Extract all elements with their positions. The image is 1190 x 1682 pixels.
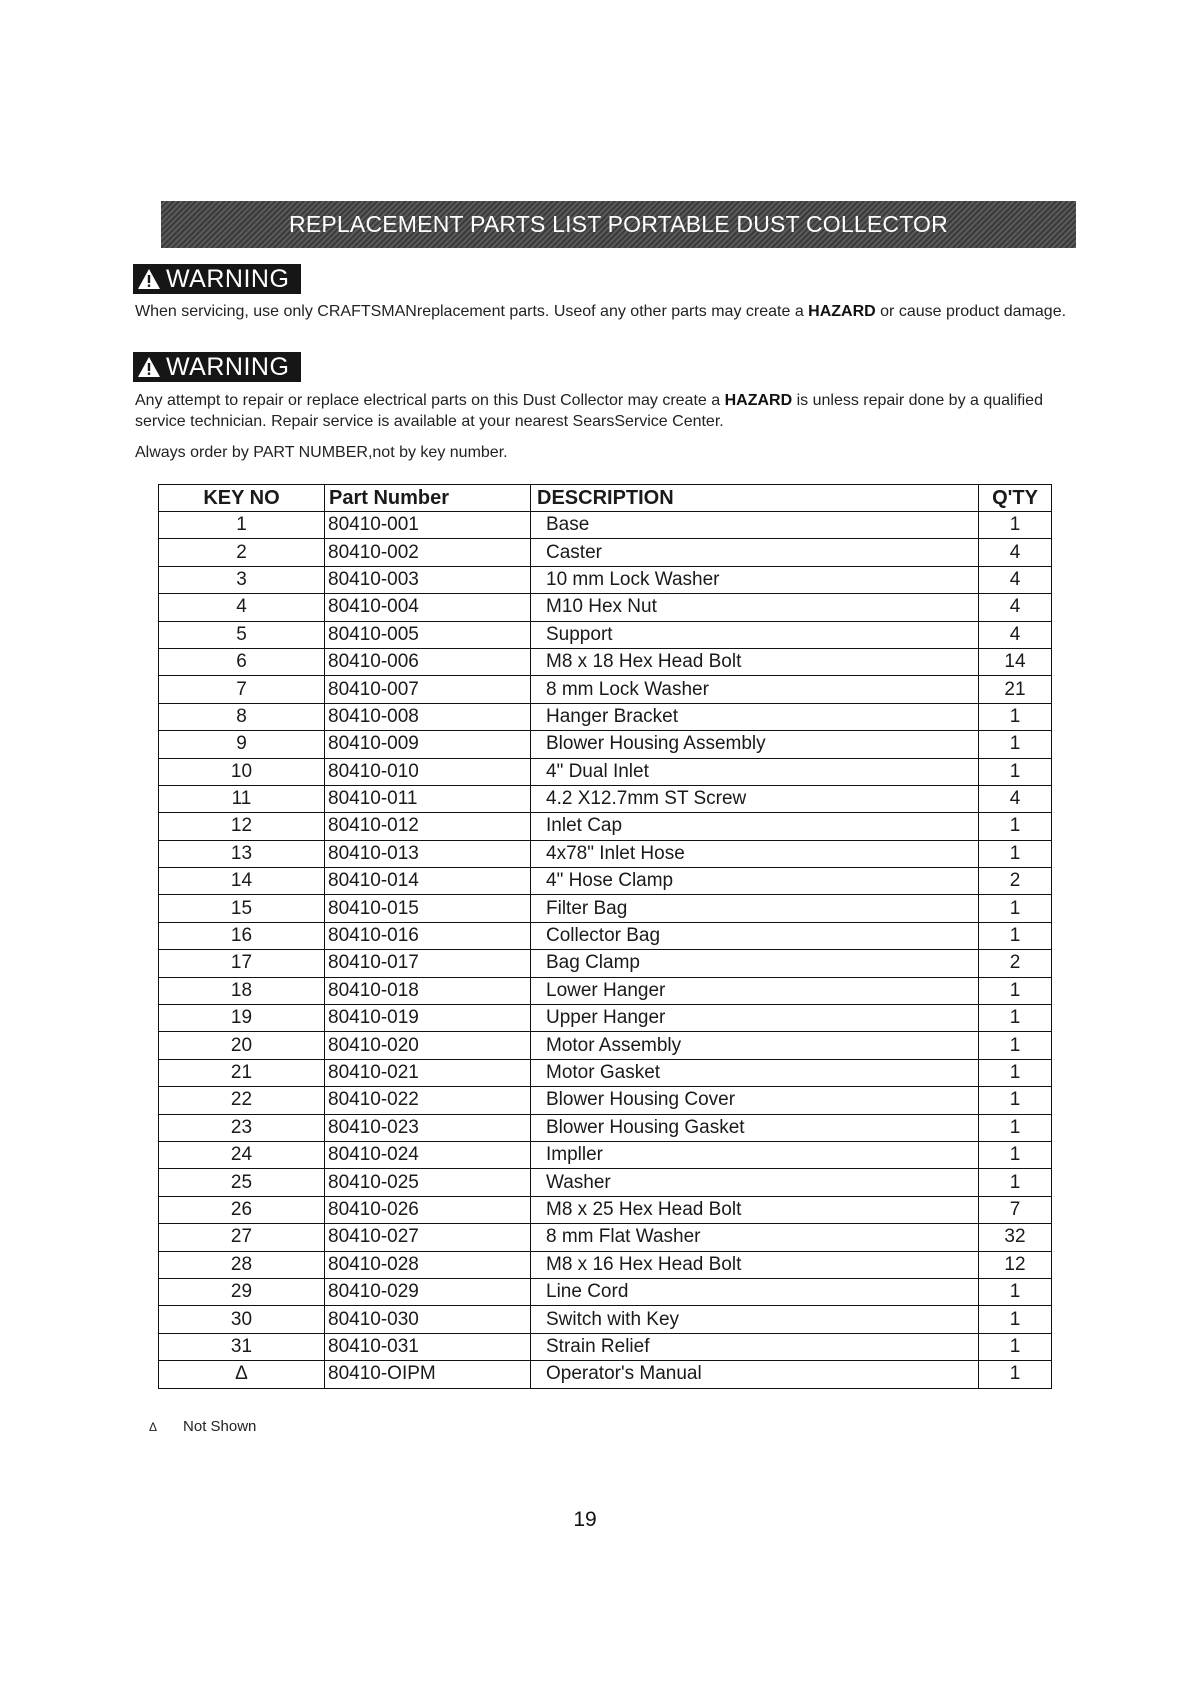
footnote-text: Not Shown [183,1418,257,1435]
qty-cell: 1 [979,1059,1052,1086]
key-no-cell: 23 [159,1114,325,1141]
key-no-cell: 15 [159,895,325,922]
description-cell: Blower Housing Cover [531,1087,979,1114]
table-row [159,840,1052,867]
order-note: Always order by PART NUMBER,not by key number. [135,444,508,461]
table-row [159,703,1052,730]
key-no-cell: 26 [159,1196,325,1223]
warning-badge-1 [133,264,301,294]
part-number-cell: 80410-020 [325,1032,531,1059]
table-row [159,1087,1052,1114]
key-no-cell: 11 [159,785,325,812]
part-number-cell: 80410-028 [325,1251,531,1278]
qty-cell: 1 [979,1114,1052,1141]
qty-cell: 2 [979,868,1052,895]
table-row [159,1141,1052,1168]
description-cell: Lower Hanger [531,977,979,1004]
key-no-cell: 13 [159,840,325,867]
part-number-cell: 80410-009 [325,731,531,758]
key-no-cell: 27 [159,1224,325,1251]
table-row [159,648,1052,675]
table-row [159,922,1052,949]
table-row [159,785,1052,812]
description-cell: Hanger Bracket [531,703,979,730]
description-cell: Bag Clamp [531,950,979,977]
key-no-cell: 22 [159,1087,325,1114]
section-banner [161,201,1076,248]
qty-cell: 1 [979,1087,1052,1114]
table-row [159,1169,1052,1196]
warning-text-1: When servicing, use only CRAFTSMANreplacement parts. Useof any other parts may create a HAZARD or cause product damage. [135,303,1067,320]
warning-text-2: Any attempt to repair or replace electrical parts on this Dust Collector may create a HAZARD is unless repair done by a qualified service technician. Repair service is available at your nearest SearsService Center. [135,392,1043,430]
header-qty: Q'TY [979,485,1052,512]
description-cell: Motor Assembly [531,1032,979,1059]
part-number-cell: 80410-005 [325,621,531,648]
qty-cell: 4 [979,539,1052,566]
table-row [159,1114,1052,1141]
key-no-cell: 8 [159,703,325,730]
description-cell: Support [531,621,979,648]
description-cell: 4x78" Inlet Hose [531,840,979,867]
table-row [159,895,1052,922]
table-row [159,1278,1052,1305]
table-header-row [159,485,1052,512]
table-row [159,1333,1052,1360]
part-number-cell: 80410-018 [325,977,531,1004]
key-no-cell: 1 [159,512,325,539]
qty-cell: 1 [979,1278,1052,1305]
part-number-cell: 80410-006 [325,648,531,675]
table-row [159,758,1052,785]
key-no-cell: 29 [159,1278,325,1305]
description-cell: Strain Relief [531,1333,979,1360]
part-number-cell: 80410-023 [325,1114,531,1141]
not-shown-symbol: Δ [149,1420,158,1434]
warning-triangle-icon [137,268,161,290]
part-number-cell: 80410-014 [325,868,531,895]
qty-cell: 2 [979,950,1052,977]
qty-cell: 1 [979,512,1052,539]
key-no-cell: 19 [159,1005,325,1032]
table-row [159,1032,1052,1059]
table-row [159,566,1052,593]
description-cell: Switch with Key [531,1306,979,1333]
part-number-cell: 80410-013 [325,840,531,867]
qty-cell: 21 [979,676,1052,703]
key-no-cell: 16 [159,922,325,949]
description-cell: Filter Bag [531,895,979,922]
part-number-cell: 80410-019 [325,1005,531,1032]
qty-cell: 4 [979,785,1052,812]
part-number-cell: 80410-026 [325,1196,531,1223]
qty-cell: 4 [979,621,1052,648]
page-number: 19 [573,1508,597,1531]
qty-cell: 1 [979,758,1052,785]
qty-cell: 1 [979,1361,1052,1388]
description-cell: 4.2 X12.7mm ST Screw [531,785,979,812]
part-number-cell: 80410-008 [325,703,531,730]
description-cell: Base [531,512,979,539]
table-row [159,621,1052,648]
part-number-cell: 80410-010 [325,758,531,785]
table-row [159,1196,1052,1223]
description-cell: Caster [531,539,979,566]
table-row [159,1361,1052,1388]
table-row [159,1005,1052,1032]
part-number-cell: 80410-002 [325,539,531,566]
qty-cell: 1 [979,1169,1052,1196]
qty-cell: 1 [979,813,1052,840]
table-row [159,1224,1052,1251]
key-no-cell: 3 [159,566,325,593]
qty-cell: 1 [979,895,1052,922]
description-cell: 10 mm Lock Washer [531,566,979,593]
part-number-cell: 80410-031 [325,1333,531,1360]
header-part-number: Part Number [325,485,531,512]
key-no-cell: 12 [159,813,325,840]
key-no-cell: 31 [159,1333,325,1360]
table-row [159,868,1052,895]
key-no-cell: 4 [159,594,325,621]
key-no-cell: 30 [159,1306,325,1333]
table-row [159,539,1052,566]
part-number-cell: 80410-012 [325,813,531,840]
part-number-cell: 80410-004 [325,594,531,621]
table-row [159,512,1052,539]
part-number-cell: 80410-016 [325,922,531,949]
part-number-cell: 80410-021 [325,1059,531,1086]
key-no-cell: 9 [159,731,325,758]
table-row [159,1306,1052,1333]
description-cell: 8 mm Lock Washer [531,676,979,703]
qty-cell: 12 [979,1251,1052,1278]
warning-triangle-icon [137,356,161,378]
description-cell: Motor Gasket [531,1059,979,1086]
part-number-cell: 80410-007 [325,676,531,703]
key-no-cell: 2 [159,539,325,566]
part-number-cell: 80410-017 [325,950,531,977]
table-row [159,977,1052,1004]
header-key-no: KEY NO [159,485,325,512]
qty-cell: 32 [979,1224,1052,1251]
description-cell: 4" Dual Inlet [531,758,979,785]
description-cell: Washer [531,1169,979,1196]
description-cell: M8 x 18 Hex Head Bolt [531,648,979,675]
description-cell: M8 x 25 Hex Head Bolt [531,1196,979,1223]
warning-label: WARNING [166,352,290,381]
part-number-cell: 80410-003 [325,566,531,593]
qty-cell: 1 [979,840,1052,867]
description-cell: Operator's Manual [531,1361,979,1388]
description-cell: Blower Housing Assembly [531,731,979,758]
description-cell: Impller [531,1141,979,1168]
key-no-cell: 14 [159,868,325,895]
qty-cell: 1 [979,1032,1052,1059]
description-cell: 8 mm Flat Washer [531,1224,979,1251]
key-no-cell: 25 [159,1169,325,1196]
qty-cell: 1 [979,1141,1052,1168]
part-number-cell: 80410-030 [325,1306,531,1333]
description-cell: Blower Housing Gasket [531,1114,979,1141]
qty-cell: 1 [979,1005,1052,1032]
key-no-cell: 24 [159,1141,325,1168]
key-no-cell: 20 [159,1032,325,1059]
part-number-cell: 80410-024 [325,1141,531,1168]
key-no-cell: Δ [159,1361,325,1388]
part-number-cell: 80410-015 [325,895,531,922]
key-no-cell: 5 [159,621,325,648]
key-no-cell: 6 [159,648,325,675]
key-no-cell: 7 [159,676,325,703]
key-no-cell: 28 [159,1251,325,1278]
table-row [159,676,1052,703]
qty-cell: 1 [979,703,1052,730]
description-cell: Line Cord [531,1278,979,1305]
part-number-cell: 80410-OIPM [325,1361,531,1388]
part-number-cell: 80410-022 [325,1087,531,1114]
description-cell: Inlet Cap [531,813,979,840]
part-number-cell: 80410-027 [325,1224,531,1251]
table-row [159,1059,1052,1086]
table-row [159,594,1052,621]
qty-cell: 14 [979,648,1052,675]
table-row [159,1251,1052,1278]
description-cell: 4" Hose Clamp [531,868,979,895]
footnote [149,1418,256,1435]
qty-cell: 7 [979,1196,1052,1223]
parts-table-body [159,512,1052,1389]
qty-cell: 1 [979,922,1052,949]
page-title: REPLACEMENT PARTS LIST PORTABLE DUST COLLECTOR [289,211,948,237]
part-number-cell: 80410-011 [325,785,531,812]
table-row [159,731,1052,758]
description-cell: M8 x 16 Hex Head Bolt [531,1251,979,1278]
key-no-cell: 18 [159,977,325,1004]
qty-cell: 1 [979,977,1052,1004]
table-row [159,813,1052,840]
part-number-cell: 80410-025 [325,1169,531,1196]
description-cell: Collector Bag [531,922,979,949]
qty-cell: 1 [979,731,1052,758]
parts-table [158,484,1052,1389]
description-cell: M10 Hex Nut [531,594,979,621]
part-number-cell: 80410-029 [325,1278,531,1305]
qty-cell: 4 [979,594,1052,621]
key-no-cell: 17 [159,950,325,977]
warning-badge-2 [133,352,301,382]
header-description: DESCRIPTION [531,485,979,512]
key-no-cell: 21 [159,1059,325,1086]
table-row [159,950,1052,977]
qty-cell: 1 [979,1306,1052,1333]
description-cell: Upper Hanger [531,1005,979,1032]
part-number-cell: 80410-001 [325,512,531,539]
warning-label: WARNING [166,264,290,293]
qty-cell: 1 [979,1333,1052,1360]
qty-cell: 4 [979,566,1052,593]
key-no-cell: 10 [159,758,325,785]
